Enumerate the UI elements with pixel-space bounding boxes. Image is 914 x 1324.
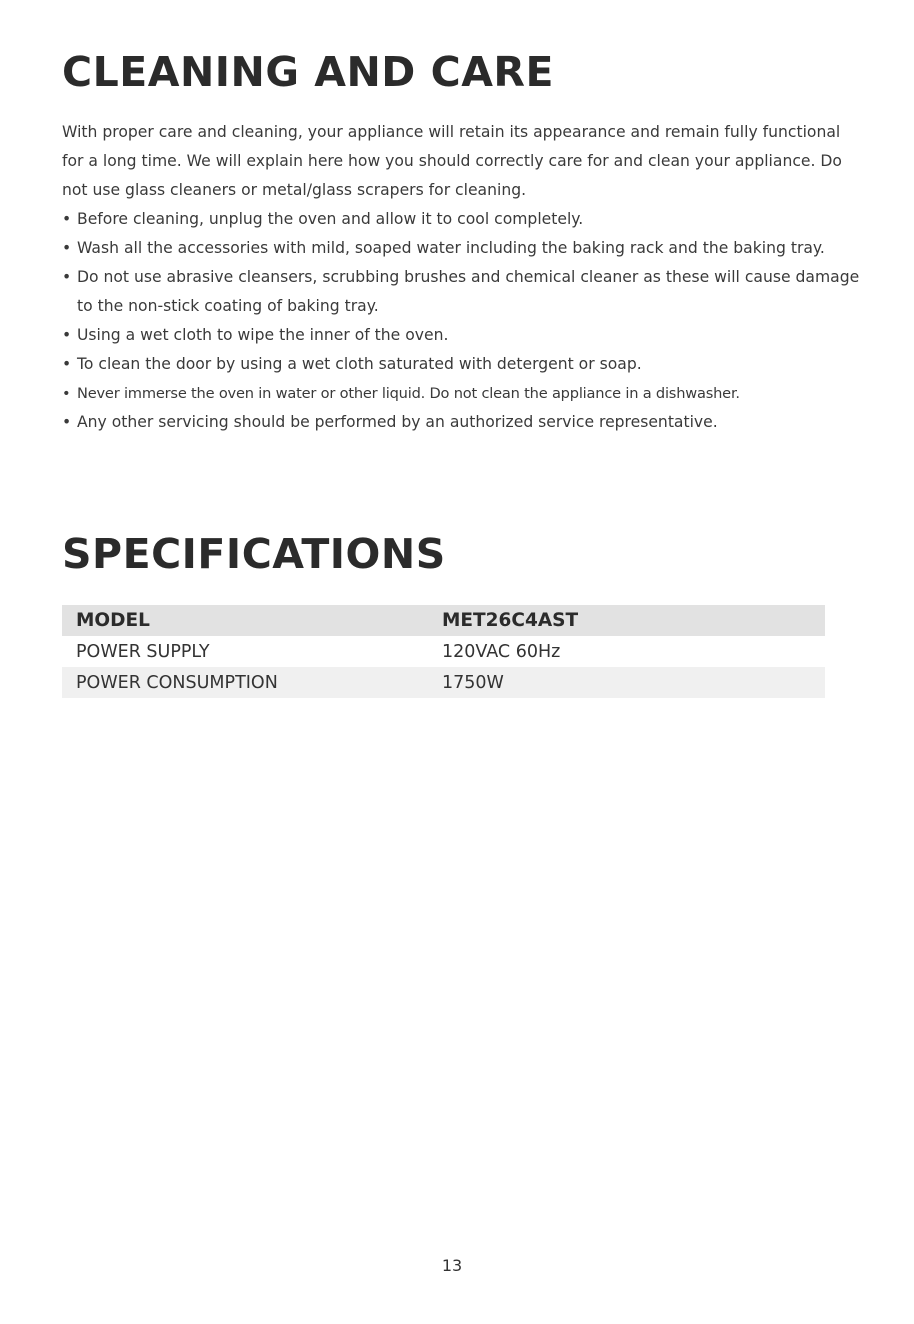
specifications-table: [62, 605, 825, 698]
cleaning-bullet-list: [62, 205, 862, 437]
spec-label: POWER SUPPLY: [76, 641, 210, 662]
specifications-title: SPECIFICATIONS: [62, 530, 446, 578]
spec-value: 1750W: [442, 672, 504, 693]
cleaning-section: [62, 118, 862, 437]
spec-value: MET26C4AST: [442, 610, 579, 631]
table-row: [62, 605, 825, 636]
bullet-item: • Do not use abrasive cleansers, scrubbing brushes and chemical cleaner as these will cause damage to the non-stick coating of baking tray.: [62, 263, 862, 321]
bullet-item: • Using a wet cloth to wipe the inner of the oven.: [62, 321, 862, 350]
cleaning-intro: With proper care and cleaning, your appliance will retain its appearance and remain fully functional for a long time. We will explain here how you should correctly care for and clean your appliance. Do not use glass cleaners or metal/glass scrapers for cleaning.: [62, 123, 842, 199]
bullet-item: • Before cleaning, unplug the oven and allow it to cool completely.: [62, 205, 862, 234]
cleaning-title: CLEANING AND CARE: [62, 48, 555, 96]
bullet-item: • Wash all the accessories with mild, soaped water including the baking rack and the baking tray.: [62, 234, 862, 263]
bullet-item: • Never immerse the oven in water or other liquid. Do not clean the appliance in a dishwasher.: [62, 379, 862, 408]
spec-label: MODEL: [76, 610, 150, 631]
page-number: 13: [441, 1256, 463, 1275]
spec-label: POWER CONSUMPTION: [76, 672, 278, 693]
bullet-item: • Any other servicing should be performed by an authorized service representative.: [62, 408, 862, 437]
bullet-item: • To clean the door by using a wet cloth saturated with detergent or soap.: [62, 350, 862, 379]
table-row: [62, 667, 825, 698]
spec-value: 120VAC 60Hz: [442, 641, 561, 662]
table-row: [62, 636, 825, 667]
